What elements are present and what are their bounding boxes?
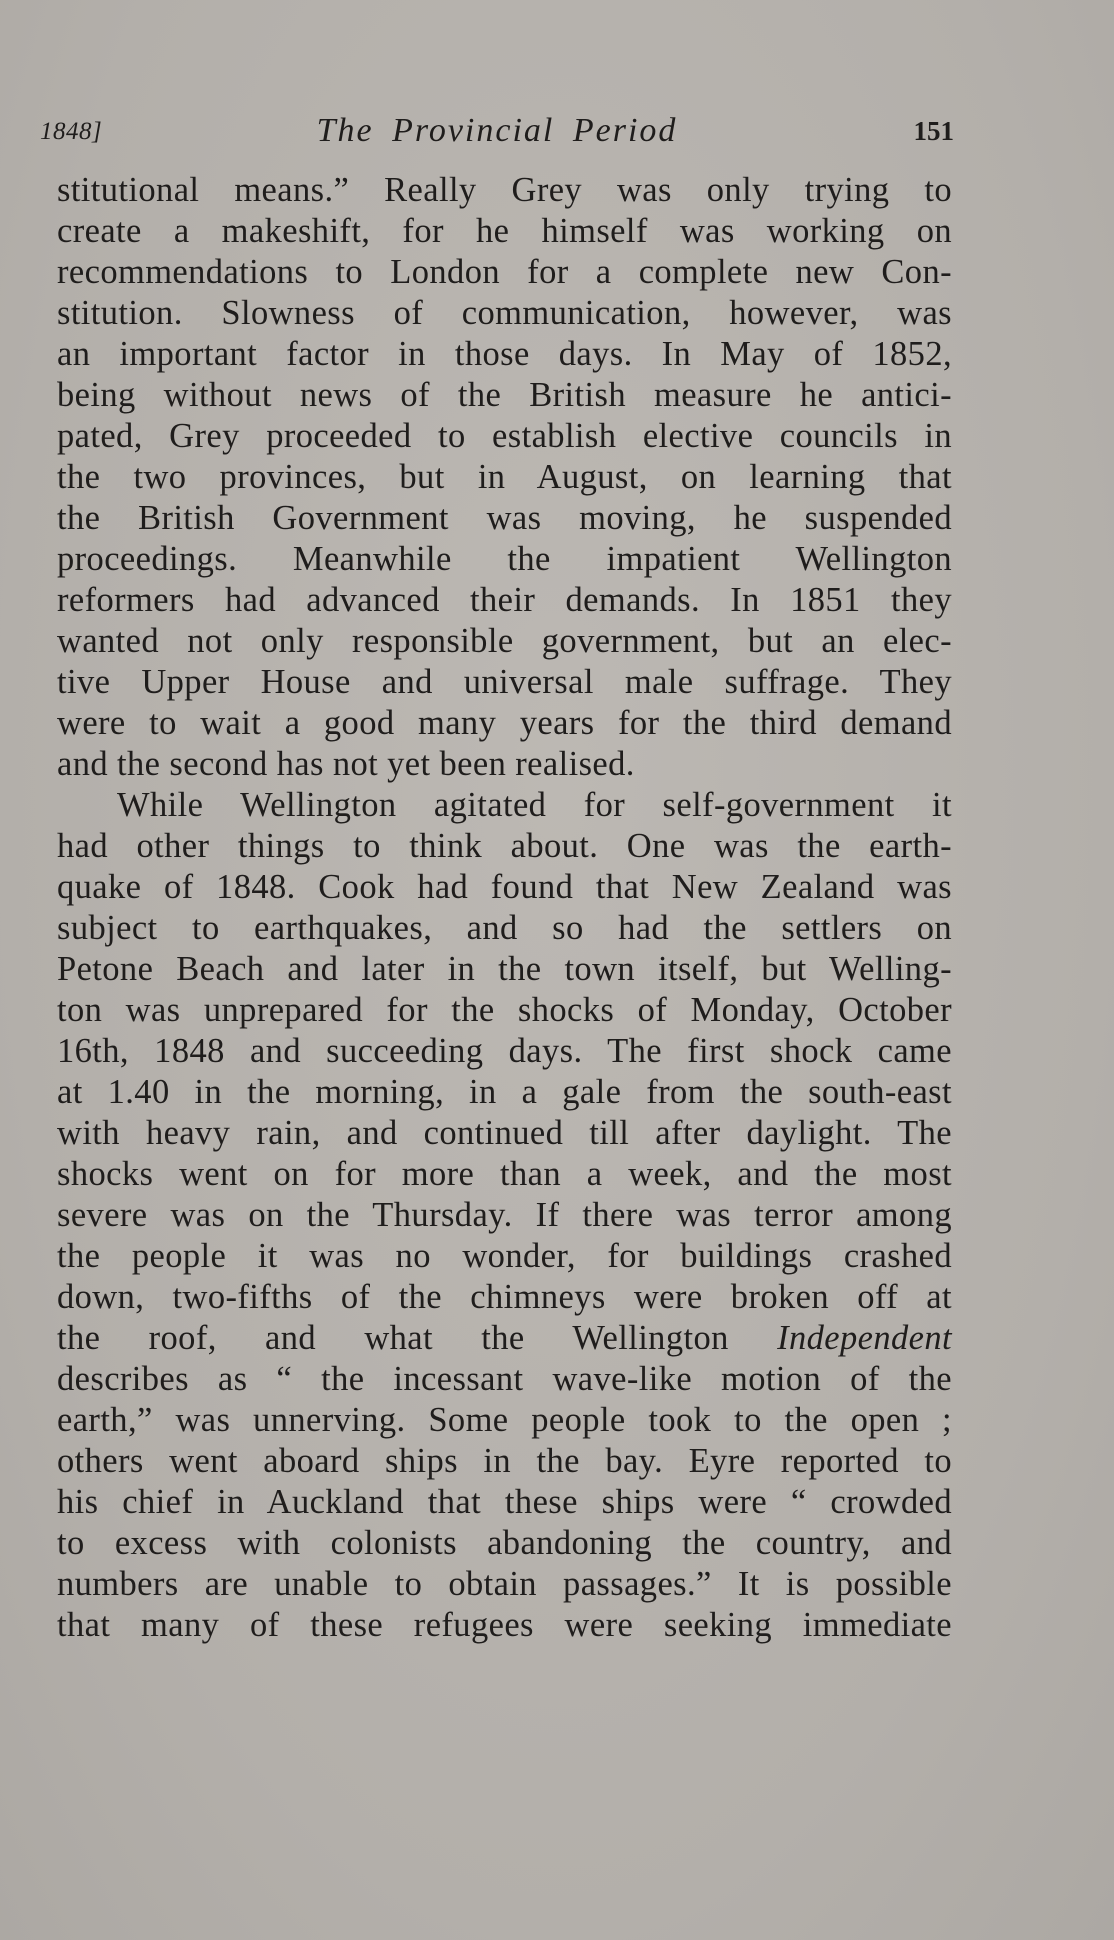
text-line: had other things to think about. One was the earth- bbox=[57, 827, 952, 865]
text-line: recommendations to London for a complete new Con- bbox=[57, 253, 952, 291]
text-line: numbers are unable to obtain passages.” It is possible bbox=[57, 1565, 952, 1603]
body-text bbox=[57, 170, 952, 1646]
text-line: quake of 1848. Cook had found that New Zealand was bbox=[57, 868, 952, 906]
text-line-paragraph-end: and the second has not yet been realised. bbox=[57, 745, 635, 783]
text-line: to excess with colonists abandoning the country, and bbox=[57, 1524, 952, 1562]
text-line: severe was on the Thursday. If there was terror among bbox=[57, 1196, 952, 1234]
text-line: an important factor in those days. In May of 1852, bbox=[57, 335, 952, 373]
text-line: the British Government was moving, he suspended bbox=[57, 499, 952, 537]
text-line: describes as “ the incessant wave-like motion of the bbox=[57, 1360, 952, 1398]
text-line: tive Upper House and universal male suffrage. They bbox=[57, 663, 952, 701]
text-line: ton was unprepared for the shocks of Monday, October bbox=[57, 991, 952, 1029]
text-line: being without news of the British measure he antici- bbox=[57, 376, 952, 414]
text-line: with heavy rain, and continued till after daylight. The bbox=[57, 1114, 952, 1152]
text-line: reformers had advanced their demands. In 1851 they bbox=[57, 581, 952, 619]
text-line: that many of these refugees were seeking immediate bbox=[57, 1606, 952, 1644]
page-number: 151 bbox=[913, 116, 954, 146]
text-line: the people it was no wonder, for buildings crashed bbox=[57, 1237, 952, 1275]
text-line: others went aboard ships in the bay. Eyre reported to bbox=[57, 1442, 952, 1480]
text-line: create a makeshift, for he himself was working on bbox=[57, 212, 952, 250]
text-line: were to wait a good many years for the third demand bbox=[57, 704, 952, 742]
header-year: 1848] bbox=[40, 118, 103, 145]
text-line: subject to earthquakes, and so had the settlers on bbox=[57, 909, 952, 947]
text-line-with-italic bbox=[57, 1318, 952, 1359]
text-line: stitution. Slowness of communication, however, was bbox=[57, 294, 952, 332]
text-line: at 1.40 in the morning, in a gale from the south-east bbox=[57, 1073, 952, 1111]
text-line: earth,” was unnerving. Some people took to the open ; bbox=[57, 1401, 952, 1439]
text-line-paragraph-start: While Wellington agitated for self-government it bbox=[117, 786, 952, 824]
text-line: his chief in Auckland that these ships were “ crowded bbox=[57, 1483, 952, 1521]
text-line: 16th, 1848 and succeeding days. The first shock came bbox=[57, 1032, 952, 1070]
text-line: the two provinces, but in August, on learning that bbox=[57, 458, 952, 496]
text-line: stitutional means.” Really Grey was only trying to bbox=[57, 171, 952, 209]
header-title: The Provincial Period bbox=[316, 112, 678, 149]
text-line: proceedings. Meanwhile the impatient Wellington bbox=[57, 540, 952, 578]
text-line: wanted not only responsible government, but an elec- bbox=[57, 622, 952, 660]
text-line: pated, Grey proceeded to establish elective councils in bbox=[57, 417, 952, 455]
text-segment: the roof, and what the Wellington bbox=[57, 1319, 729, 1357]
text-line: shocks went on for more than a week, and the most bbox=[57, 1155, 952, 1193]
text-line: down, two-fifths of the chimneys were broken off at bbox=[57, 1278, 952, 1316]
italic-newspaper-title: Independent bbox=[777, 1319, 952, 1357]
running-header bbox=[40, 112, 954, 152]
text-line: Petone Beach and later in the town itself, but Welling- bbox=[57, 950, 952, 988]
